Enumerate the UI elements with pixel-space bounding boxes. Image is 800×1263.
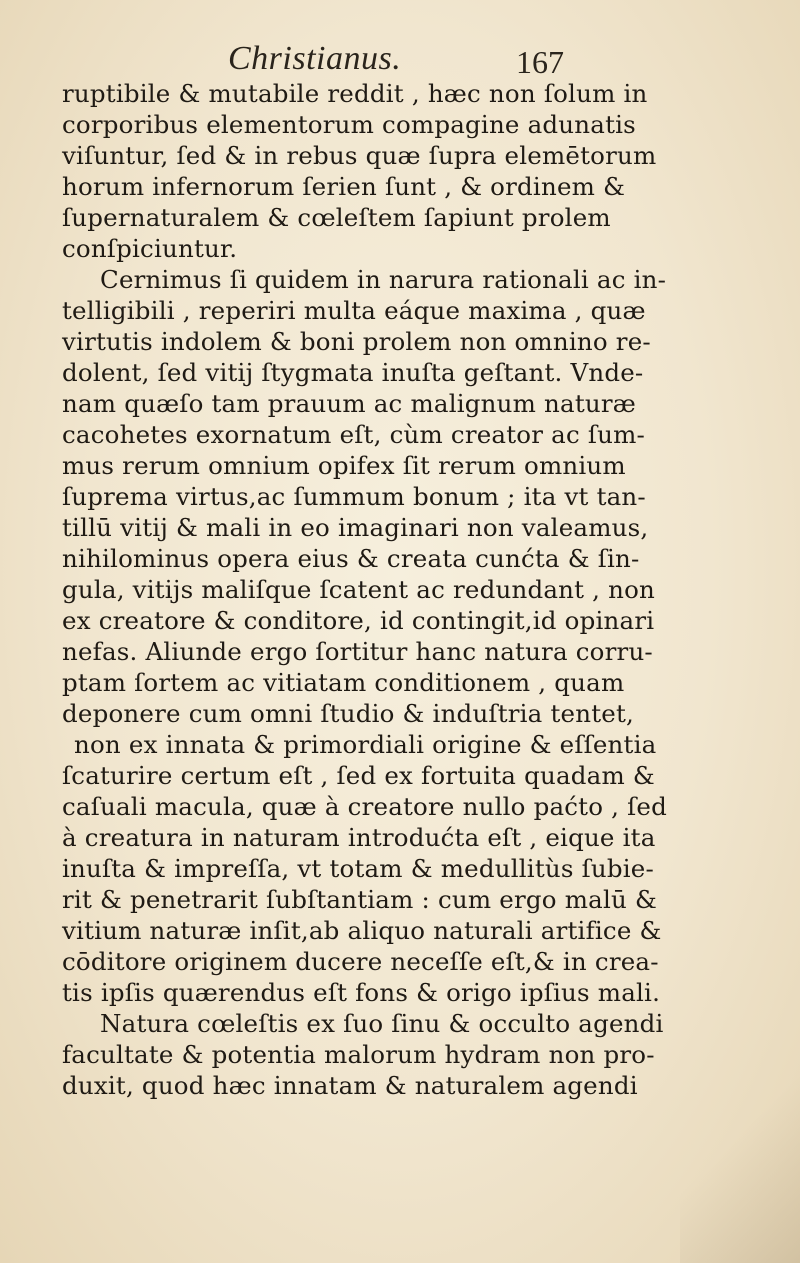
text-line: caſuali macula, quæ à creatore nullo paćto , ſed <box>62 792 667 821</box>
text-line: deponere cum omni ſtudio & induſtria tentet, <box>62 699 634 728</box>
page-number: 167 <box>516 44 564 80</box>
running-head: Christianus. <box>228 40 402 77</box>
text-line: horum infernorum ſerien ſunt , & ordinem & <box>62 172 626 201</box>
text-line: virtutis indolem & boni prolem non omnino re- <box>62 327 651 356</box>
text-line: dolent, ſed vitij ſtygmata inuſta geſtant. Vnde- <box>62 358 644 387</box>
text-line: ruptibile & mutabile reddit , hæc non ſolum in <box>62 79 648 108</box>
text-line: ſupernaturalem & cœleſtem ſapiunt prolem <box>62 203 611 232</box>
text-line: viſuntur, ſed & in rebus quæ ſupra elemētorum <box>62 141 657 170</box>
text-line: inuſta & impreſſa, vt totam & medullitùs ſubie- <box>62 854 654 883</box>
text-line: telligibili , reperiri multa eáque maxima , quæ <box>62 296 646 325</box>
text-line: gula, vitijs maliſque ſcatent ac redundant , non <box>62 575 656 604</box>
text-line: cacohetes exornatum eſt, cùm creator ac ſum- <box>62 420 646 449</box>
text-line: vitium naturæ inſit,ab aliquo naturali artifice & <box>62 916 662 945</box>
paragraph-first-line: Natura cœleſtis ex ſuo ſinu & occulto agendi <box>100 1009 664 1038</box>
text-line: nam quæſo tam prauum ac malignum naturæ <box>62 389 636 418</box>
text-line: tillū vitij & mali in eo imaginari non valeamus, <box>62 513 649 542</box>
text-line: facultate & potentia malorum hydram non pro- <box>62 1040 655 1069</box>
body-text <box>62 78 742 1101</box>
text-line: nihilominus opera eius & creata cunćta & ſin- <box>62 544 640 573</box>
text-line: cōditore originem ducere neceſſe eſt,& in crea- <box>62 947 659 976</box>
text-line: ſcaturire certum eſt , ſed ex fortuita quadam & <box>62 761 655 790</box>
text-line: corporibus elementorum compagine adunatis <box>62 110 636 139</box>
text-line: nefas. Aliunde ergo ſortitur hanc natura corru- <box>62 637 653 666</box>
text-line: ſuprema virtus,ac ſummum bonum ; ita vt tan- <box>62 482 646 511</box>
text-line: conſpiciuntur. <box>62 234 238 263</box>
text-line: duxit, quod hæc innatam & naturalem agendi <box>62 1071 638 1100</box>
text-line: ex creatore & conditore, id contingit,id opinari <box>62 606 655 635</box>
text-line: ptam ſortem ac vitiatam conditionem , quam <box>62 668 625 697</box>
text-line: rit & penetrarit ſubſtantiam : cum ergo malū & <box>62 885 657 914</box>
text-line: à creatura in naturam introdućta eſt , eique ita <box>62 823 656 852</box>
text-line: tis ipſis quærendus eſt fons & origo ipſius mali. <box>62 978 661 1007</box>
text-line: mus rerum omnium opifex ſit rerum omnium <box>62 451 626 480</box>
paragraph-first-line: Cernimus ſi quidem in narura rationali ac in- <box>100 265 667 294</box>
text-line: non ex innata & primordiali origine & eſſentia <box>74 730 657 759</box>
